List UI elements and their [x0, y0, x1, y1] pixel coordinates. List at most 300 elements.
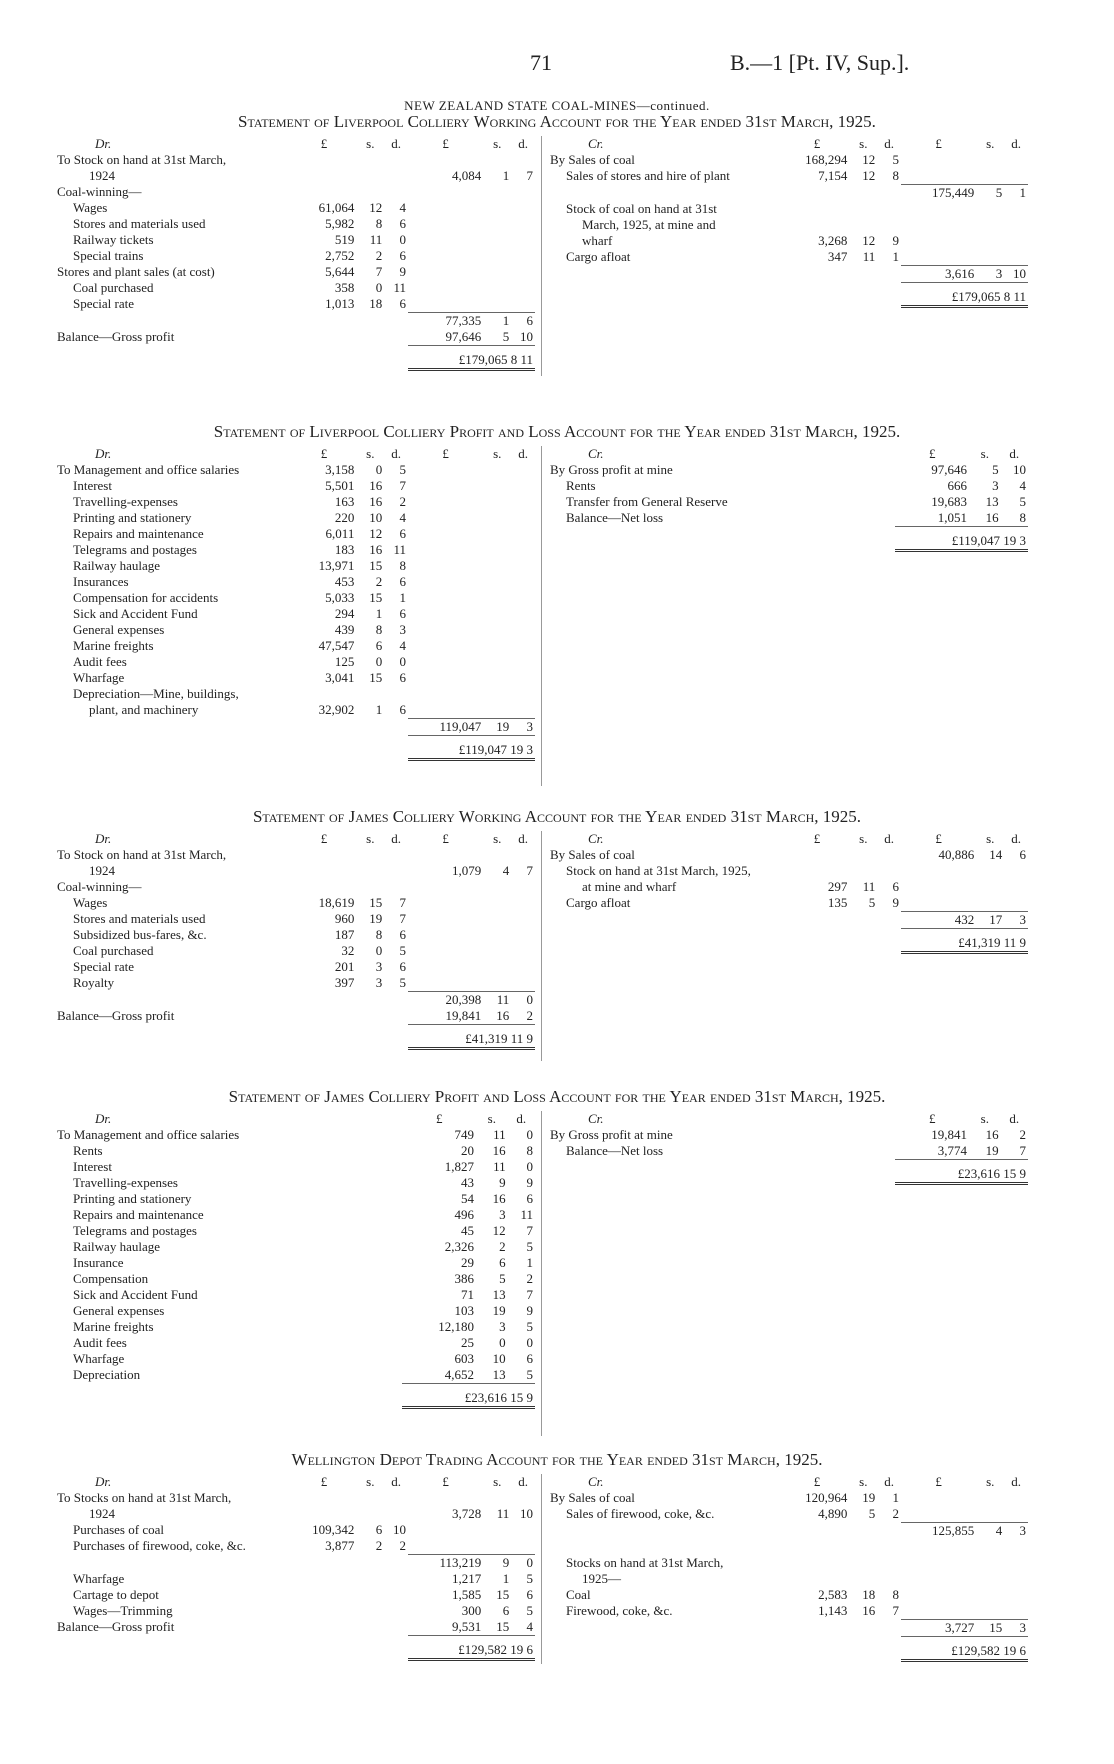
ledger-amount: 6 [399, 670, 406, 685]
ledger-amount: 11 [862, 249, 876, 264]
ledger-amount [511, 606, 535, 622]
ledger-amount [408, 975, 483, 992]
ledger-amount [483, 622, 511, 638]
ledger-item-label: Sick and Accident Fund [73, 606, 198, 621]
ledger-amount: 201 [334, 959, 355, 974]
ledger-amount [483, 606, 511, 622]
ledger-row [55, 959, 535, 975]
ledger-amount [292, 1008, 357, 1025]
ledger-amount: 16 [492, 1191, 506, 1206]
ledger-amount: 1 [892, 1490, 899, 1505]
ledger-amount [408, 943, 483, 959]
ledger-amount: 1 [1004, 185, 1028, 202]
ledger-amount [511, 264, 535, 280]
col-head-pound: £ [935, 136, 942, 151]
ledger-amount: 1 [502, 1571, 510, 1586]
ledger-amount: 397 [334, 975, 355, 990]
section-james-working [0, 807, 1114, 1065]
ledger-amount [483, 1538, 511, 1555]
ledger-amount: 45 [461, 1223, 475, 1238]
col-head-pound: £ [442, 1474, 449, 1489]
ledger-item-label: To Management and office salaries [57, 462, 240, 477]
ledger-amount: 0 [375, 280, 383, 295]
ledger-amount: 10 [1013, 462, 1026, 477]
col-head-pound: £ [320, 831, 328, 846]
dr-label: Dr. [95, 1474, 112, 1489]
ledger-amount [483, 558, 511, 574]
ledger-amount: 8 [375, 622, 383, 637]
ledger-amount [785, 1523, 850, 1540]
ledger-amount: 3,877 [325, 1538, 355, 1553]
ledger-row [548, 249, 1028, 266]
ledger-amount: 12 [369, 200, 383, 215]
section-liverpool-profit-loss [0, 422, 1114, 790]
ledger-amount [511, 462, 535, 478]
left-account-table [55, 446, 535, 761]
ledger-row [55, 313, 535, 330]
ledger-amount [976, 879, 1004, 895]
ledger-amount [408, 654, 483, 670]
ledger-amount: 7 [892, 1603, 899, 1618]
ledger-amount [901, 1555, 976, 1571]
ledger-amount [483, 702, 511, 719]
ledger-amount: 6 [502, 1603, 510, 1618]
ledger-item-label [548, 1523, 785, 1540]
ledger-amount [408, 638, 483, 654]
ledger-amount [511, 494, 535, 510]
col-head-d: d. [516, 1111, 527, 1126]
ledger-amount: 97,646 [445, 329, 482, 344]
ledger-amount: 2 [526, 1008, 533, 1023]
ledger-amount [384, 992, 408, 1009]
ledger-amount: 3 [499, 1319, 506, 1334]
ledger-amount: 16 [492, 1143, 506, 1158]
col-head-pound: £ [442, 831, 449, 846]
ledger-amount [408, 1490, 483, 1506]
ledger-amount: 9 [892, 233, 899, 248]
ledger-amount: 43 [461, 1175, 475, 1190]
ledger-amount [408, 927, 483, 943]
ledger-amount: 4,084 [452, 168, 482, 183]
ledger-amount [408, 847, 483, 863]
ledger-amount [1004, 1603, 1028, 1620]
ledger-row [548, 494, 1028, 510]
ledger-amount [901, 217, 976, 233]
ledger-amount: 168,294 [805, 152, 848, 167]
ledger-item-label: Balance—Gross profit [57, 1008, 175, 1023]
ledger-amount [785, 1620, 850, 1637]
total-row [548, 929, 1028, 953]
ledger-amount [511, 847, 535, 863]
ledger-amount [356, 1008, 384, 1025]
ledger-amount [384, 1619, 408, 1636]
ledger-row [55, 1008, 535, 1025]
ledger-amount [384, 863, 408, 879]
ledger-amount [511, 296, 535, 313]
ledger-amount: 16 [369, 494, 383, 509]
ledger-amount [785, 185, 850, 202]
ledger-amount: 119,047 [408, 719, 483, 736]
total-row [55, 1384, 535, 1408]
ledger-row [55, 622, 535, 638]
ledger-amount: 11 [483, 992, 511, 1009]
ledger-amount [384, 184, 408, 200]
ledger-amount [511, 702, 535, 719]
ledger-amount: 6 [499, 1255, 506, 1270]
ledger-amount [976, 152, 1004, 168]
ledger-amount: 6 [399, 574, 406, 589]
ledger-amount: 19,841 [931, 1127, 968, 1142]
ledger-amount [511, 526, 535, 542]
ledger-amount: 4 [526, 1619, 533, 1634]
ledger-amount: 7 [1019, 1143, 1026, 1158]
ledger-amount [785, 1555, 850, 1571]
ledger-amount [292, 329, 357, 346]
ledger-row [55, 719, 535, 736]
ledger-amount [292, 1555, 357, 1572]
ledger-amount [292, 1619, 357, 1636]
ledger-amount: 960 [334, 911, 355, 926]
ledger-item-label [548, 266, 785, 283]
ledger-item-label: 1924 [89, 1506, 115, 1521]
ledger-item-label: Firewood, coke, &c. [566, 1603, 673, 1618]
ledger-amount [511, 1538, 535, 1555]
ledger-amount: 11 [493, 1159, 506, 1174]
ledger-row [55, 1303, 535, 1319]
ledger-amount: 9 [499, 1175, 506, 1190]
ledger-amount [292, 1506, 357, 1522]
ledger-amount: 6 [1019, 847, 1026, 862]
ledger-amount: 5 [976, 185, 1004, 202]
ledger-amount: 12 [862, 152, 876, 167]
ledger-row [55, 879, 535, 895]
ledger-amount [384, 329, 408, 346]
ledger-row [55, 1490, 535, 1506]
ledger-amount [292, 1603, 357, 1619]
ledger-amount: 5 [526, 1603, 533, 1618]
ledger-amount [356, 1603, 384, 1619]
ledger-amount: 16 [862, 1603, 876, 1618]
ledger-amount: 175,449 [901, 185, 976, 202]
ledger-item-label: Rents [73, 1143, 103, 1158]
column-divider [541, 446, 542, 786]
ledger-amount [356, 1571, 384, 1587]
ledger-amount [384, 879, 408, 895]
ledger-amount: 5 [868, 1506, 876, 1521]
ledger-amount: 16 [369, 542, 383, 557]
ledger-row [55, 1367, 535, 1384]
ledger-row [55, 1223, 535, 1239]
col-head-s: s. [986, 136, 995, 151]
ledger-row [55, 1351, 535, 1367]
ledger-row [55, 168, 535, 184]
ledger-amount [483, 248, 511, 264]
ledger-row [55, 895, 535, 911]
ledger-amount [384, 719, 408, 736]
ledger-row [55, 280, 535, 296]
ledger-amount [511, 927, 535, 943]
ledger-amount: 4,890 [818, 1506, 848, 1521]
ledger-row [548, 847, 1028, 863]
ledger-amount: 40,886 [938, 847, 975, 862]
ledger-item-label: Special rate [73, 959, 134, 974]
ledger-amount [384, 152, 408, 168]
section-wellington-depot [0, 1450, 1114, 1668]
cr-label: Cr. [588, 136, 604, 151]
ledger-amount [511, 654, 535, 670]
ledger-row [548, 1620, 1028, 1637]
ledger-amount [511, 686, 535, 702]
ledger-row [55, 574, 535, 590]
left-total: £179,065 8 11 [408, 346, 535, 370]
ledger-item-label: Royalty [73, 975, 115, 990]
ledger-amount: 2 [1019, 1127, 1026, 1142]
ledger-amount: 71 [461, 1287, 475, 1302]
ledger-row [55, 200, 535, 216]
right-total: £23,616 15 9 [895, 1160, 1028, 1184]
ledger-amount: 3 [375, 959, 383, 974]
ledger-amount [877, 912, 901, 929]
ledger-amount [356, 329, 384, 346]
ledger-amount [483, 959, 511, 975]
ledger-amount: 7 [399, 911, 406, 926]
ledger-amount: 432 [901, 912, 976, 929]
ledger-item-label: Sales of firewood, coke, &c. [566, 1506, 715, 1521]
ledger-amount [1004, 1571, 1028, 1587]
ledger-item-label [55, 1555, 292, 1572]
ledger-row [548, 1603, 1028, 1620]
col-head-pound: £ [320, 1474, 328, 1489]
ledger-row [55, 686, 535, 702]
ledger-amount: 15 [976, 1620, 1004, 1637]
ledger-amount: 5 [502, 329, 510, 344]
ledger-amount: 187 [334, 927, 355, 942]
ledger-amount [356, 152, 384, 168]
ledger-row [55, 264, 535, 280]
ledger-amount: 1 [375, 702, 383, 717]
ledger-amount [483, 184, 511, 200]
ledger-amount: 300 [461, 1603, 482, 1618]
ledger-amount: 16 [496, 1008, 510, 1023]
ledger-amount [408, 959, 483, 975]
ledger-amount [976, 1587, 1004, 1603]
ledger-amount: 19,841 [445, 1008, 482, 1023]
ledger-amount: 9,531 [452, 1619, 482, 1634]
ledger-item-label: Compensation [73, 1271, 149, 1286]
right-account-table [548, 831, 1028, 954]
ledger-amount [1004, 152, 1028, 168]
ledger-amount [511, 879, 535, 895]
col-head-d: d. [518, 446, 528, 461]
ledger-row [55, 927, 535, 943]
ledger-amount [901, 152, 976, 168]
ledger-amount [849, 185, 877, 202]
ledger-item-label [548, 1539, 785, 1555]
ledger-amount: 8 [526, 1143, 533, 1158]
ledger-amount [384, 847, 408, 863]
ledger-amount: 1,217 [452, 1571, 482, 1586]
ledger-amount [1004, 233, 1028, 249]
ledger-amount [483, 847, 511, 863]
left-side [55, 1474, 535, 1661]
col-head-s: s. [493, 1474, 502, 1489]
ledger-amount [408, 574, 483, 590]
right-total: £179,065 8 11 [901, 283, 1028, 307]
ledger-amount [849, 1555, 877, 1571]
total-row [548, 1637, 1028, 1661]
ledger-amount [483, 895, 511, 911]
ledger-row [55, 1271, 535, 1287]
ledger-amount [1004, 217, 1028, 233]
ledger-amount [877, 185, 901, 202]
ledger-item-label: Railway tickets [73, 232, 154, 247]
col-head-d: d. [1011, 831, 1021, 846]
ledger-item-label: Telegrams and postages [73, 542, 197, 557]
ledger-row [548, 510, 1028, 527]
ledger-amount: 47,547 [318, 638, 355, 653]
ledger-amount [408, 1538, 483, 1555]
ledger-amount: 0 [399, 232, 406, 247]
ledger-amount: 1,013 [325, 296, 355, 311]
ledger-row [55, 1603, 535, 1619]
ledger-row [55, 911, 535, 927]
column-header-row [55, 831, 535, 847]
ledger-row [55, 1506, 535, 1522]
ledger-row [548, 217, 1028, 233]
ledger-amount: 11 [493, 1127, 506, 1142]
ledger-amount: 1 [375, 606, 383, 621]
ledger-amount [292, 1587, 357, 1603]
ledger-amount [877, 217, 901, 233]
ledger-amount: 18,619 [318, 895, 355, 910]
ledger-item-label: By Sales of coal [550, 1490, 635, 1505]
section-james-profit-loss [0, 1087, 1114, 1440]
ledger-amount: 7 [399, 478, 406, 493]
ledger-amount: 0 [526, 1127, 533, 1142]
ledger-amount: 15 [369, 558, 383, 573]
ledger-item-label: General expenses [73, 622, 165, 637]
section-title: Statement of Liverpool Colliery Working Account for the Year ended 31st March, 1925. [238, 112, 876, 131]
ledger-amount [877, 266, 901, 283]
ledger-amount [483, 654, 511, 670]
ledger-amount: 2,326 [444, 1239, 475, 1254]
ledger-item-label: Marine freights [73, 1319, 154, 1334]
left-side [55, 1111, 535, 1409]
section-title: Statement of James Colliery Profit and Loss Account for the Year ended 31st March, 1925. [228, 1087, 886, 1106]
ledger-amount [976, 249, 1004, 266]
ledger-amount: 6 [399, 606, 406, 621]
ledger-amount [1004, 1587, 1028, 1603]
ledger-amount: 183 [334, 542, 355, 557]
ledger-amount: 125 [334, 654, 355, 669]
ledger-amount: 7 [399, 895, 406, 910]
ledger-amount [408, 606, 483, 622]
ledger-item-label [55, 992, 292, 1009]
ledger-amount: 5 [868, 895, 876, 910]
ledger-amount: 3 [511, 719, 535, 736]
ledger-item-label [548, 912, 785, 929]
ledger-amount [356, 719, 384, 736]
right-side [548, 446, 1028, 552]
ledger-item-label: Special trains [73, 248, 144, 263]
ledger-amount: 6 [399, 959, 406, 974]
ledger-amount: 19 [985, 1143, 999, 1158]
ledger-amount [483, 232, 511, 248]
ledger-amount [1004, 879, 1028, 895]
ledger-amount [408, 879, 483, 895]
ledger-amount: 17 [976, 912, 1004, 929]
ledger-amount: 3 [976, 266, 1004, 283]
ledger-amount: 97,646 [931, 462, 968, 477]
ledger-amount: 25 [461, 1335, 475, 1350]
ledger-amount: 16 [985, 510, 999, 525]
ledger-amount [384, 1555, 408, 1572]
ledger-amount: 32,902 [318, 702, 355, 717]
ledger-item-label: By Sales of coal [550, 152, 635, 167]
ledger-item-label: plant, and machinery [89, 702, 199, 717]
ledger-amount [511, 248, 535, 264]
ledger-item-label: Railway haulage [73, 558, 160, 573]
ledger-amount: 7 [526, 168, 533, 183]
ledger-amount: 2 [375, 248, 383, 263]
ledger-amount: 12 [862, 168, 876, 183]
ledger-amount [1004, 201, 1028, 217]
ledger-amount [483, 911, 511, 927]
ledger-amount [384, 1506, 408, 1522]
ledger-item-label: Balance—Gross profit [57, 1619, 175, 1634]
ledger-amount: 6 [399, 216, 406, 231]
ledger-amount: 15 [496, 1619, 510, 1634]
dr-label: Dr. [95, 136, 112, 151]
col-head-s: s. [493, 446, 502, 461]
ledger-item-label: March, 1925, at mine and [582, 217, 716, 232]
ledger-amount [511, 975, 535, 992]
ledger-amount [511, 638, 535, 654]
ledger-amount [408, 184, 483, 200]
ledger-row [548, 1555, 1028, 1571]
ledger-amount [292, 847, 357, 863]
ledger-amount [785, 863, 850, 879]
ledger-amount [292, 152, 357, 168]
ledger-amount [356, 1587, 384, 1603]
ledger-amount [849, 217, 877, 233]
ledger-amount: 32 [341, 943, 355, 958]
ledger-item-label: Subsidized bus-fares, &c. [73, 927, 207, 942]
left-side [55, 136, 535, 371]
ledger-amount: 11 [369, 232, 383, 247]
ledger-amount: 6 [526, 1191, 533, 1206]
ledger-amount: 120,964 [805, 1490, 848, 1505]
ledger-amount: 220 [334, 510, 355, 525]
col-head-d: d. [391, 1474, 401, 1489]
ledger-amount [785, 847, 850, 863]
ledger-amount: 439 [334, 622, 355, 637]
section-body [0, 136, 1114, 376]
ledger-amount: 6 [399, 927, 406, 942]
ledger-amount: 4 [976, 1523, 1004, 1540]
ledger-amount [877, 847, 901, 863]
ledger-amount: 3 [399, 622, 406, 637]
ledger-amount [408, 1522, 483, 1538]
ledger-item-label: Printing and stationery [73, 510, 192, 525]
ledger-amount: 2 [399, 1538, 406, 1553]
ledger-amount [292, 184, 357, 200]
ledger-amount: 2 [499, 1239, 506, 1254]
ledger-item-label: Balance—Gross profit [57, 329, 175, 344]
ledger-amount: 297 [827, 879, 848, 894]
ledger-amount [785, 1571, 850, 1587]
col-head-d: d. [391, 446, 401, 461]
